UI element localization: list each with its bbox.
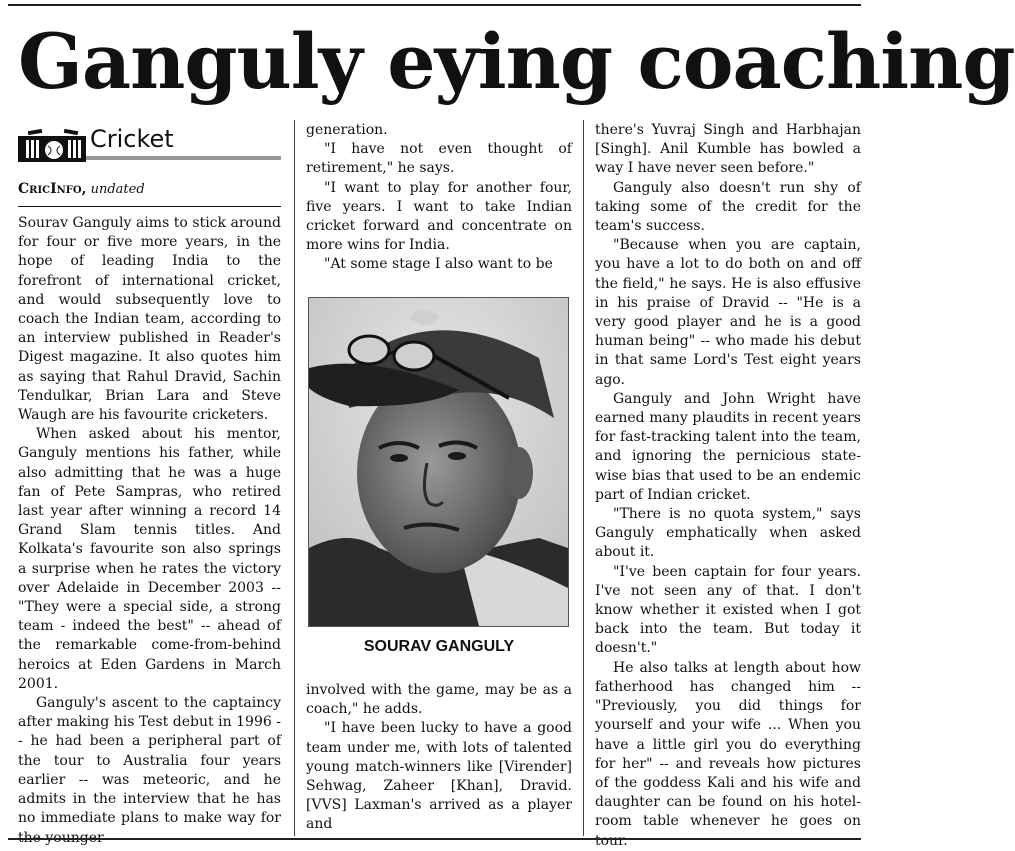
paragraph: "I've been captain for four years. I've not seen any of that. I don't know whether it existed when I got back into the team. But today it doesn't." (595, 563, 861, 657)
column-divider (294, 120, 295, 836)
paragraph: When asked about his mentor, Ganguly mentions his father, while also admitting that he was a huge fan of Pete Sampras, who retired last year after winning a record 14 Grand Slam tennis titles. And Kolkata's favourite son also springs a surprise when he rates the victory over Adelaide in December 2003 -- "They were a special side, a strong team - indeed the best" -- ahead of the remarkable come-from-behind heroics at Eden Gardens in March 2001. (18, 426, 281, 692)
paragraph: "There is no quota system," says Ganguly emphatically when asked about it. (595, 506, 861, 561)
paragraph: there's Yuvraj Singh and Harbhajan [Singh]. Anil Kumble has bowled a way I have never seen before." (595, 122, 861, 177)
paragraph: Sourav Ganguly aims to stick around for four or five more years, in the hope of leading India to the forefront of international cricket, and would subsequently love to coach the Indian team, according to an interview published in Reader's Digest magazine. It also quotes him as saying that Rahul Dravid, Sachin Tendulkar, Brian Lara and Steve Waugh are his favourite cricketers. (18, 215, 281, 424)
bottom-rule (8, 838, 861, 840)
paragraph: involved with the game, may be as a coach," he adds. (306, 682, 572, 718)
paragraph: "At some stage I also want to be (324, 256, 553, 273)
photo-caption: SOURAV GANGULY (363, 638, 515, 655)
paragraph: "I have been lucky to have a good team under me, with lots of talented young match-winners like [Virender] Sehwag, Zaheer [Khan], Dravid. [VVS] Laxman's arrived as a player and (306, 720, 572, 833)
player-portrait-image (309, 298, 568, 626)
column-3 (595, 121, 861, 851)
column-2-top (306, 121, 572, 275)
section-bar (86, 156, 281, 160)
top-rule (8, 4, 861, 6)
paragraph: "I want to play for another four, five years. I want to take Indian cricket forward and concentrate on more wins for India. (306, 179, 572, 254)
paragraph: "I have not even thought of retirement," he says. (306, 141, 572, 177)
paragraph: He also talks at length about how fatherhood has changed him -- "Previously, you did things for yourself and your wife ... When you have a little girl you do everything for her" -- and reveals how pictures of the goddess Kali and his wife and daughter can be found on his hotel-room table whenever he goes on tour. (595, 659, 861, 849)
paragraph: "Because when you are captain, you have a lot to do both on and off the field," he says. He is also effusive in his praise of Dravid -- "He is a very good player and he is a good human being" -- who made his debut in that same Lord's Test eight years ago. (595, 237, 861, 388)
paragraph: generation. (306, 122, 388, 138)
byline-rule (18, 206, 281, 207)
byline-source: CricInfo, (18, 181, 87, 197)
section-header (18, 118, 281, 162)
column-divider (583, 120, 584, 836)
paragraph: Ganguly's ascent to the captaincy after making his Test debut in 1996 -- he had been a peripheral part of the tour to Australia four years earlier -- was meteoric, and he admits in the interview that he has no immediate plans to make way for the younger (18, 695, 281, 846)
paragraph: Ganguly and John Wright have earned many plaudits in recent years for fast-tracking talent into the team, and ignoring the pernicious state-wise bias that used to be an endemic part of Indian cricket. (595, 390, 861, 503)
byline-date: undated (90, 182, 145, 197)
paragraph: Ganguly also doesn't run shy of taking some of the credit for the team's success. (595, 179, 861, 235)
cricket-logo-icon (18, 122, 86, 162)
player-photo (308, 297, 569, 627)
byline (18, 181, 145, 197)
column-2-bottom (306, 681, 572, 835)
headline: Ganguly eying coaching (18, 17, 1015, 106)
section-label: Cricket (90, 125, 174, 153)
column-1 (18, 214, 281, 848)
